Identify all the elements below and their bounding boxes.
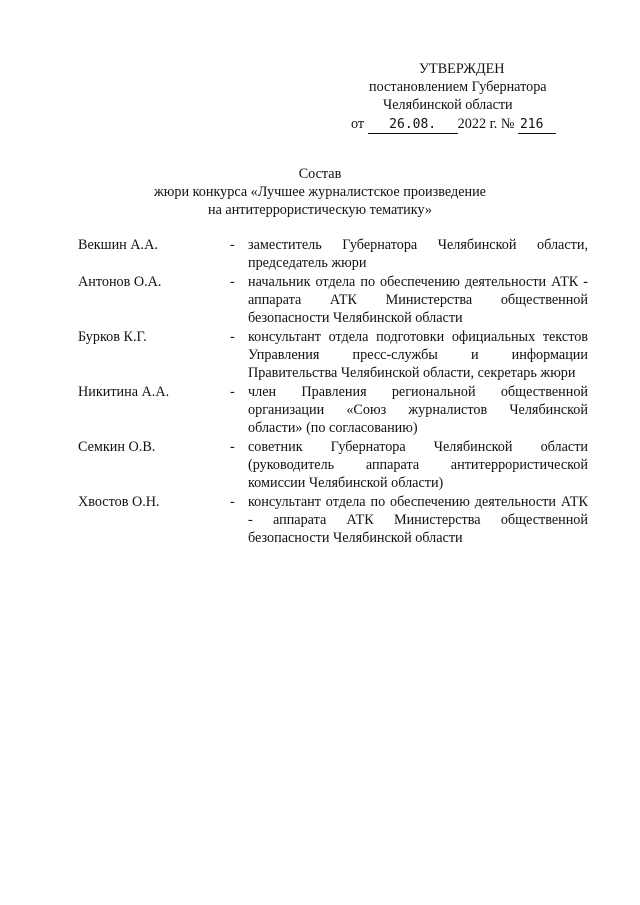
member-name: Векшин А.А.: [78, 237, 158, 253]
member-dash: -: [230, 329, 235, 345]
heading-title: Состав: [298, 166, 342, 182]
member-name: Антонов О.А.: [78, 274, 162, 290]
member-dash: -: [230, 439, 235, 455]
member-role: начальник отдела по обеспечению деятельности АТК - аппарата АТК Министерства общественной безопасности Челябинской области: [248, 274, 588, 326]
approval-decree-line: постановлением Губернатора: [369, 79, 547, 95]
member-name: Бурков К.Г.: [78, 329, 147, 345]
member-role: заместитель Губернатора Челябинской области, председатель жюри: [248, 237, 588, 271]
member-role: консультант отдела по обеспечению деятельности АТК - аппарата АТК Министерства общественной безопасности Челябинской области: [248, 494, 588, 546]
jury-member: [78, 273, 588, 327]
document-heading: [0, 165, 640, 219]
member-dash: -: [230, 237, 235, 253]
member-name: Хвостов О.Н.: [78, 494, 160, 510]
approval-year-label: 2022 г. №: [457, 116, 515, 132]
member-dash: -: [230, 494, 235, 510]
approval-region-line: Челябинской области: [383, 97, 513, 113]
member-role: советник Губернатора Челябинской области (руководитель аппарата антитеррористической комиссии Челябинской области): [248, 439, 588, 491]
approval-date: 26.08.: [368, 117, 458, 134]
jury-member: [78, 438, 588, 492]
approval-date-line: [351, 115, 556, 134]
jury-member: [78, 493, 588, 547]
member-role: член Правления региональной общественной организации «Союз журналистов Челябинской области» (по согласованию): [248, 384, 588, 436]
heading-subtitle-line2: на антитеррористическую тематику»: [207, 202, 433, 218]
approval-from-label: от: [351, 116, 365, 132]
member-role: консультант отдела подготовки официальных текстов Управления пресс-службы и информации Правительства Челябинской области, секретарь жюри: [248, 329, 588, 381]
member-dash: -: [230, 384, 235, 400]
member-dash: -: [230, 274, 235, 290]
approval-title: УТВЕРЖДЕН: [419, 61, 505, 77]
jury-member: [78, 383, 588, 437]
jury-member: [78, 328, 588, 382]
approval-number: 216: [518, 117, 556, 134]
jury-member: [78, 236, 588, 272]
jury-members-list: [78, 236, 588, 548]
member-name: Никитина А.А.: [78, 384, 170, 400]
member-name: Семкин О.В.: [78, 439, 156, 455]
heading-subtitle-line1: жюри конкурса «Лучшее журналистское произведение: [154, 184, 486, 200]
